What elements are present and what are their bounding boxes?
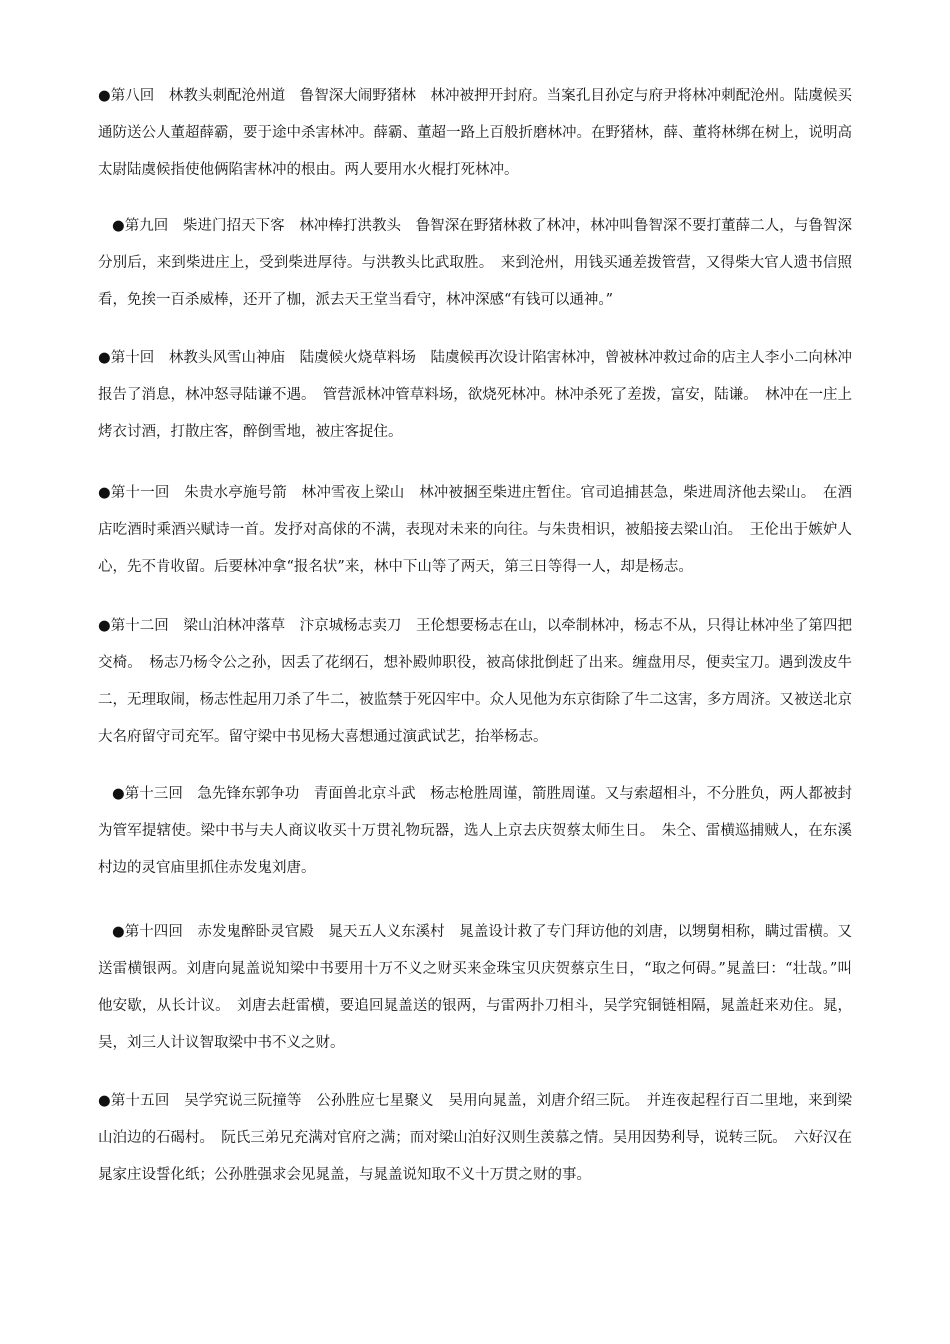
paragraph-chapter-13: ●第十三回 急先锋东郭争功 青面兽北京斗武 杨志枪胜周谨，箭胜周谨。又与索超相斗，不分胜负，两人都被封为管军提辖使。梁中书与夫人商议收买十万贯礼物玩器，选人上京去庆贺蔡太师生日。 朱仝、雷横巡捕贼人，在东溪村边的灵官庙里抓住赤发鬼刘唐。 [98,786,852,876]
paragraph-chapter-8: ●第八回 林教头刺配沧州道 鲁智深大闹野猪林 林冲被押开封府。当案孔目孙定与府尹将林冲刺配沧州。陆虞候买通防送公人董超薛霸，要于途中杀害林冲。薛霸、董超一路上百般折磨林冲。在野猪林，薛、董将林绑在树上，说明高太尉陆虞候指使他俩陷害林冲的根由。两人要用水火棍打死林冲。 [98,88,852,178]
paragraph-chapter-11: ●第十一回 朱贵水亭施号箭 林冲雪夜上梁山 林冲被捆至柴进庄暂住。官司追捕甚急，柴进周济他去梁山。 在酒店吃酒时乘酒兴赋诗一首。发抒对高俅的不满，表现对未来的向往。与朱贵相识，被船接去梁山泊。 王伦出于嫉妒人心，先不肯收留。后要林冲拿“报名状”来，林中下山等了两天，第三日等得一人，却是杨志。 [98,485,852,575]
paragraph-chapter-10: ●第十回 林教头风雪山神庙 陆虞候火烧草料场 陆虞候再次设计陷害林冲，曾被林冲救过命的店主人李小二向林冲报告了消息，林冲怒寻陆谦不遇。 管营派林冲管草料场，欲烧死林冲。林冲杀死了差拨，富安，陆谦。 林冲在一庄上烤衣讨酒，打散庄客，醉倒雪地，被庄客捉住。 [98,350,852,440]
paragraph-chapter-15: ●第十五回 吴学究说三阮撞等 公孙胜应七星聚义 吴用向晁盖，刘唐介绍三阮。 并连夜起程行百二里地，来到梁山泊边的石碣村。 阮氏三弟兄充满对官府之满；而对梁山泊好汉则生羡慕之情。吴用因势利导，说转三阮。 六好汉在晁家庄设誓化纸；公孙胜强求会见晁盖，与晁盖说知取不义十万贯之财的事。 [98,1093,852,1183]
paragraph-chapter-14: ●第十四回 赤发鬼醉卧灵官殿 晁天五人义东溪村 晁盖设计救了专门拜访他的刘唐，以甥舅相称，瞒过雷横。又送雷横银两。刘唐向晁盖说知梁中书要用十万不义之财买来金珠宝贝庆贺蔡京生日，“取之何碍。”晁盖曰：“壮哉。”叫他安歇，从长计议。 刘唐去赶雷横，要追回晁盖送的银两，与雷两扑刀相斗，吴学究铜链相隔，晁盖赶来劝住。晁，吴，刘三人计议智取梁中书不义之财。 [98,924,852,1051]
paragraph-chapter-12: ●第十二回 梁山泊林冲落草 汴京城杨志卖刀 王伦想要杨志在山，以牵制林冲，杨志不从，只得让林冲坐了第四把交椅。 杨志乃杨令公之孙，因丢了花纲石，想补殿帅职役，被高俅批倒赶了出来。缠盘用尽，便卖宝刀。遇到泼皮牛二，无理取闹，杨志性起用刀杀了牛二，被监禁于死囚牢中。众人见他为东京街除了牛二这害，多方周济。又被送北京大名府留守司充军。留守梁中书见杨大喜想通过演武试艺，抬举杨志。 [98,618,852,745]
paragraph-chapter-9: ●第九回 柴进门招天下客 林冲棒打洪教头 鲁智深在野猪林救了林冲，林冲叫鲁智深不要打董薛二人，与鲁智深分別后，来到柴进庄上，受到柴进厚待。与洪教头比武取胜。 来到沧州，用钱买通差拨管营，又得柴大官人遗书信照看，免挨一百杀威棒，还开了枷，派去天王堂当看守，林冲深感“有钱可以通神。” [98,218,852,308]
